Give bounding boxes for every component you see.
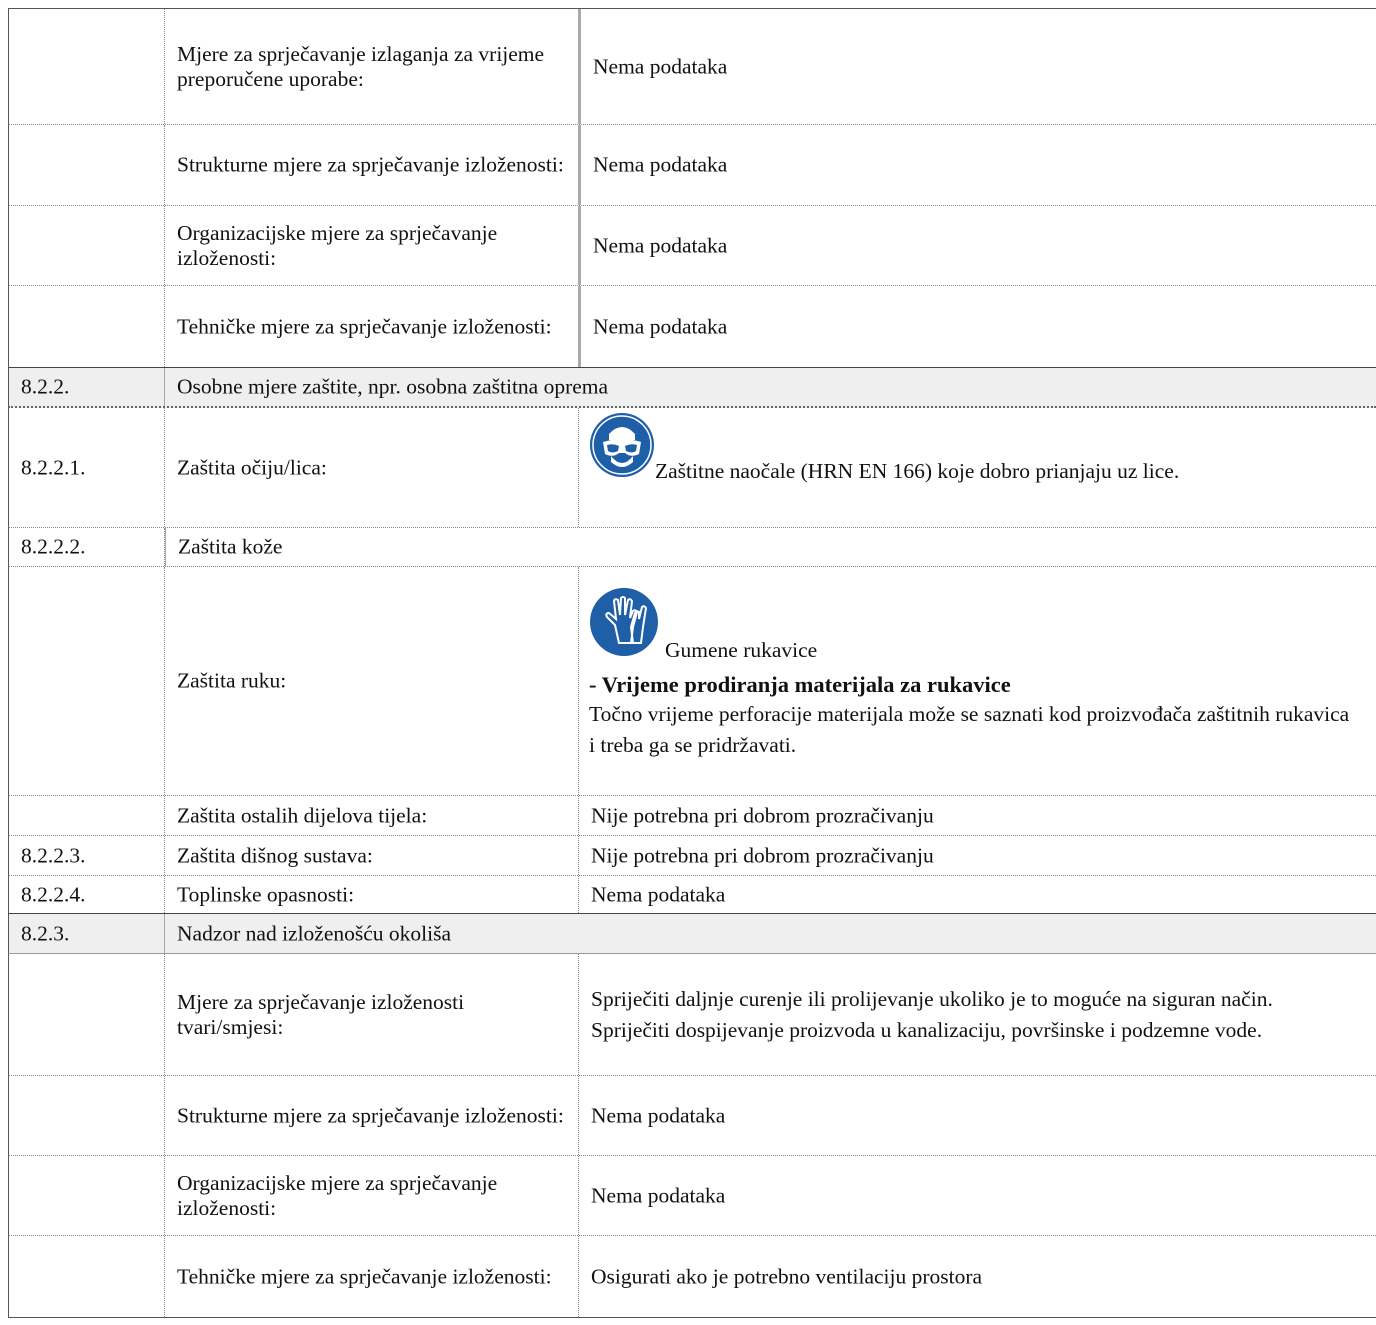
glove-heading: - Vrijeme prodiranja materijala za rukavice	[589, 672, 1011, 697]
protective-gloves-icon	[589, 587, 659, 665]
row-label: Zaštita dišnog sustava:	[177, 843, 373, 867]
section-number: 8.2.3.	[21, 921, 70, 945]
row-value: Nema podataka	[591, 882, 726, 906]
table-row	[8, 1156, 1376, 1236]
table-row	[8, 286, 1376, 368]
section-number: 8.2.2.2.	[21, 534, 86, 559]
table-row	[8, 1076, 1376, 1156]
table-row	[8, 836, 1376, 876]
row-label: Zaštita ruku:	[177, 668, 287, 693]
row-value: Nema podataka	[591, 1103, 726, 1127]
row-value: Nema podataka	[593, 54, 728, 78]
table-row	[8, 125, 1376, 206]
table-row	[8, 1236, 1376, 1318]
row-label: Zaštita kože	[178, 534, 283, 559]
safety-goggles-icon	[589, 412, 655, 486]
section-number: 8.2.2.4.	[21, 882, 86, 906]
table-row	[8, 876, 1376, 914]
gloves-text: Gumene rukavice	[665, 638, 818, 662]
eye-protection-value	[589, 412, 1356, 486]
row-label: Zaštita ostalih dijelova tijela:	[177, 803, 428, 827]
row-value: Spriječiti daljnje curenje ili prolijevanje ukoliko je to moguće na siguran način. Spriječiti dospijevanje proizvoda u kanalizaciju, površinske i podzemne vode.	[591, 986, 1273, 1042]
section-number: 8.2.2.	[21, 374, 70, 399]
table-row	[8, 954, 1376, 1076]
row-label: Toplinske opasnosti:	[177, 882, 355, 906]
document-table	[8, 8, 1376, 1325]
row-value: Nema podataka	[591, 1183, 726, 1207]
section-title: Nadzor nad izloženošću okoliša	[177, 921, 452, 945]
eye-protection-text: Zaštitne naočale (HRN EN 166) koje dobro prianjaju uz lice.	[655, 459, 1180, 483]
row-label: Organizacijske mjere za sprječavanje izloženosti:	[177, 1170, 498, 1220]
table-row	[8, 567, 1376, 796]
section-title: Osobne mjere zaštite, npr. osobna zaštitna oprema	[177, 374, 609, 399]
glove-note: Točno vrijeme perforacije materijala može se saznati kod proizvođača zaštitnih rukavica i treba ga se pridržavati.	[589, 702, 1350, 757]
row-value: Nije potrebna pri dobrom prozračivanju	[591, 843, 934, 867]
row-value: Nema podataka	[593, 314, 728, 338]
row-value: Osigurati ako je potrebno ventilaciju prostora	[591, 1264, 983, 1288]
section-header-row	[8, 368, 1376, 408]
table-row	[8, 528, 1376, 567]
row-value: Nema podataka	[593, 152, 728, 177]
row-label: Mjere za sprječavanje izlaganja za vrijeme preporučene uporabe:	[177, 41, 545, 91]
row-label: Strukturne mjere za sprječavanje izloženosti:	[177, 152, 564, 177]
row-label: Strukturne mjere za sprječavanje izloženosti:	[177, 1103, 564, 1127]
row-label: Tehničke mjere za sprječavanje izloženosti:	[177, 1264, 552, 1288]
table-row	[8, 408, 1376, 528]
table-row	[8, 206, 1376, 286]
table-row	[8, 796, 1376, 836]
row-label: Mjere za sprječavanje izloženosti tvari/smjesi:	[177, 989, 465, 1039]
section-number: 8.2.2.3.	[21, 843, 86, 867]
row-value: Nije potrebna pri dobrom prozračivanju	[591, 803, 934, 827]
section-number: 8.2.2.1.	[21, 455, 86, 479]
row-value: Nema podataka	[593, 233, 728, 257]
row-label: Zaštita očiju/lica:	[177, 455, 327, 479]
section-header-row	[8, 914, 1376, 954]
table-row	[8, 8, 1376, 125]
row-label: Tehničke mjere za sprječavanje izloženosti:	[177, 314, 552, 338]
row-label: Organizacijske mjere za sprječavanje izloženosti:	[177, 220, 498, 270]
